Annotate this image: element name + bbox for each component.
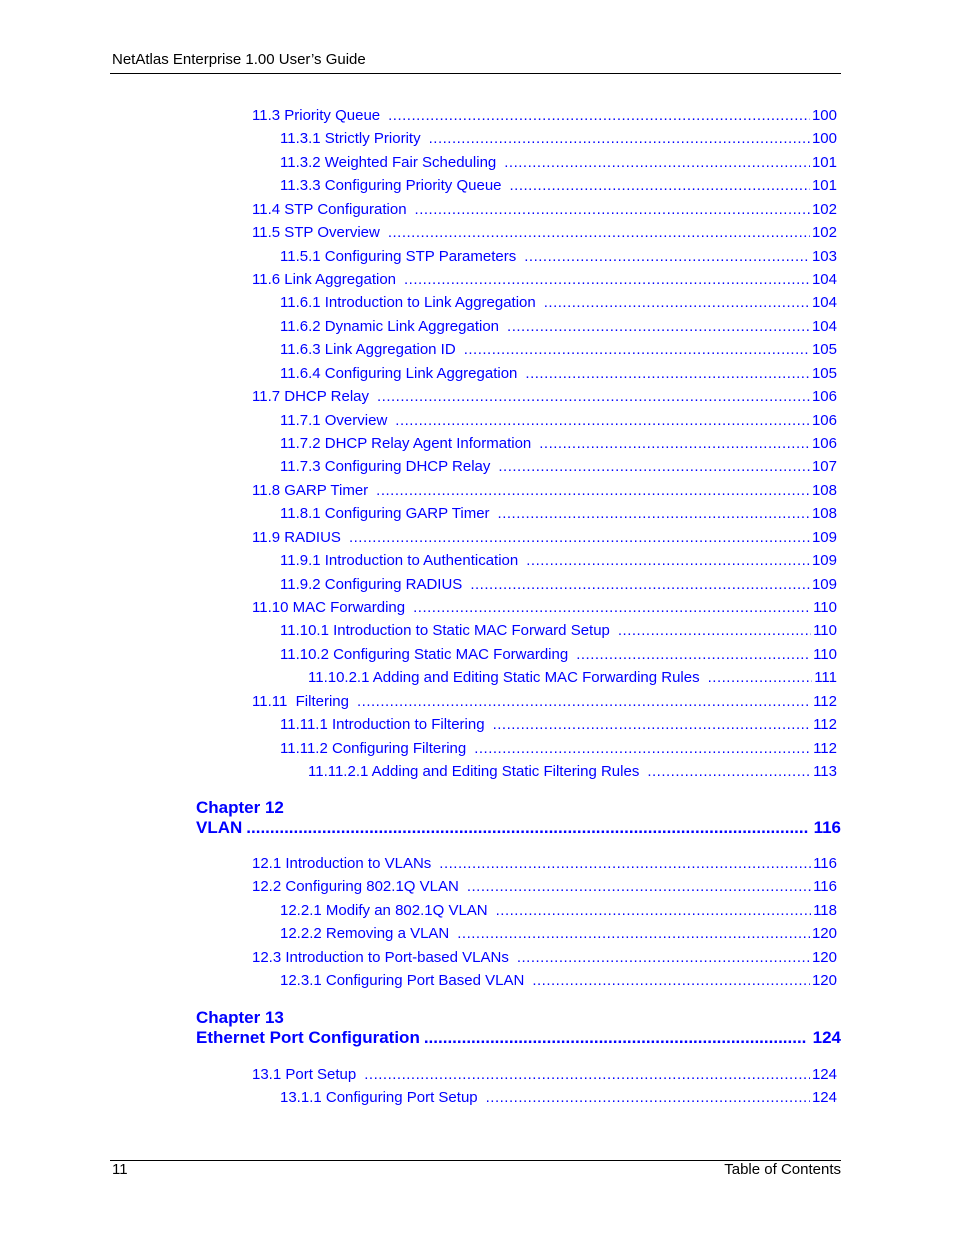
toc-entry[interactable]: [280, 1088, 837, 1108]
dot-leader: [544, 293, 810, 313]
toc-entry-page: 124: [811, 1089, 837, 1107]
toc-entry[interactable]: [308, 668, 837, 688]
toc-entry-page: 120: [811, 925, 837, 943]
toc-entry-page: 106: [811, 435, 837, 453]
toc-entry-page: 106: [811, 411, 837, 429]
toc-entry-page: 112: [813, 692, 837, 710]
toc-entry[interactable]: [280, 739, 837, 759]
dot-leader: [439, 854, 811, 874]
dot-leader: [526, 551, 810, 571]
toc-entry-title: 12.1 Introduction to VLANs: [252, 855, 432, 872]
dot-leader: [467, 877, 811, 897]
dot-leader: [647, 762, 811, 782]
toc-entry-title: 11.11.1 Introduction to Filtering: [280, 716, 485, 734]
toc-entry[interactable]: [280, 153, 837, 173]
toc-entry-title: 11.10 MAC Forwarding: [252, 599, 406, 617]
dot-leader: [507, 317, 810, 337]
toc-entry[interactable]: [252, 854, 837, 874]
toc-entry[interactable]: [280, 411, 837, 431]
toc-entry[interactable]: [308, 762, 837, 782]
dot-leader: [532, 971, 810, 991]
toc-entry-page: 100: [811, 130, 837, 148]
dot-leader: [510, 176, 810, 196]
dot-leader: [376, 481, 810, 501]
dot-leader: [457, 924, 810, 944]
toc-entry-title: 12.3.1 Configuring Port Based VLAN: [280, 972, 525, 989]
toc-entry[interactable]: [280, 715, 837, 735]
toc-entry-page: 118: [813, 901, 837, 919]
document-header-title: NetAtlas Enterprise 1.00 User’s Guide: [112, 51, 366, 68]
toc-entry-title: 11.10.2 Configuring Static MAC Forwarding: [280, 645, 569, 663]
toc-entry-page: 100: [811, 107, 837, 124]
toc-entry[interactable]: [252, 481, 837, 501]
header-rule: [110, 73, 841, 74]
toc-entry[interactable]: [280, 504, 837, 524]
dot-leader: [524, 247, 810, 267]
toc-entry-page: 109: [811, 575, 837, 593]
toc-entry-page: 110: [813, 622, 837, 640]
toc-entry-title: 11.6.1 Introduction to Link Aggregation: [280, 294, 536, 312]
dot-leader: [464, 340, 810, 360]
toc-entry-page: 113: [813, 763, 837, 781]
dot-leader: [498, 457, 810, 477]
toc-entry-title: 11.3 Priority Queue: [252, 107, 381, 124]
toc-entry-page: 109: [811, 552, 837, 570]
dot-leader: [525, 364, 810, 384]
dot-leader: [708, 668, 813, 688]
dot-leader: [357, 692, 811, 712]
toc-entry-title: 11.9.1 Introduction to Authentication: [280, 552, 519, 570]
toc-entry-page: 101: [811, 177, 837, 195]
toc-entry-title: 11.3.3 Configuring Priority Queue: [280, 177, 502, 195]
dot-leader: [424, 1027, 807, 1049]
toc-entry-page: 104: [811, 271, 837, 288]
toc-entry[interactable]: [280, 317, 837, 337]
toc-entry-page: 108: [811, 505, 837, 523]
toc-entry[interactable]: [280, 247, 837, 267]
dot-leader: [429, 129, 810, 149]
chapter-12-page: 116: [813, 818, 841, 837]
toc-entry-page: 108: [811, 481, 837, 499]
toc-entry-title: 11.7.1 Overview: [280, 411, 388, 429]
dot-leader: [404, 270, 810, 290]
toc-entry-page: 104: [811, 317, 837, 335]
toc-entry-title: 11.10.2.1 Adding and Editing Static MAC Forwarding Rules: [308, 669, 700, 687]
chapter-12-label[interactable]: Chapter 12: [196, 798, 284, 817]
chapter-13-page: 124: [812, 1028, 841, 1047]
dot-leader: [618, 621, 811, 641]
toc-entry-page: 109: [811, 528, 837, 546]
dot-leader: [539, 434, 810, 454]
toc-entry-page: 116: [813, 878, 837, 896]
toc-entry-title: 11.7.2 DHCP Relay Agent Information: [280, 435, 532, 453]
dot-leader: [493, 715, 812, 735]
toc-entry[interactable]: [280, 129, 837, 149]
toc-entry[interactable]: [280, 364, 837, 384]
toc-entry-title: 11.9.2 Configuring RADIUS: [280, 575, 463, 593]
toc-entry-title: 12.3 Introduction to Port-based VLANs: [252, 948, 509, 966]
toc-entry-page: 112: [813, 716, 837, 734]
toc-entry-title: 11.5 STP Overview: [252, 224, 380, 242]
toc-entry-page: 102: [811, 200, 837, 218]
chapter-12-entry[interactable]: [196, 817, 841, 839]
dot-leader: [388, 223, 810, 243]
toc-entry-page: 110: [813, 599, 837, 617]
toc-entry-title: 11.3.2 Weighted Fair Scheduling: [280, 153, 497, 171]
toc-entry-title: 12.2 Configuring 802.1Q VLAN: [252, 878, 459, 896]
toc-entry[interactable]: [280, 971, 837, 991]
toc-entry-page: 106: [811, 388, 837, 406]
chapter-12-title: VLAN: [196, 818, 243, 837]
toc-entry[interactable]: [252, 387, 837, 407]
toc-entry[interactable]: [252, 598, 837, 618]
toc-entry-page: 110: [813, 645, 837, 663]
dot-leader: [364, 1065, 810, 1085]
toc-entry-title: 11.3.1 Strictly Priority: [280, 130, 421, 148]
toc-entry-title: 11.6.2 Dynamic Link Aggregation: [280, 317, 500, 335]
toc-entry[interactable]: [280, 293, 837, 313]
toc-entry[interactable]: [252, 692, 837, 712]
toc-entry-page: 102: [811, 224, 837, 242]
toc-entry-title: 11.9 RADIUS: [252, 528, 341, 546]
toc-entry[interactable]: [280, 434, 837, 454]
toc-entry-page: 111: [814, 669, 837, 687]
toc-entry-title: 11.4 STP Configuration: [252, 200, 407, 218]
toc-entry-page: 105: [811, 364, 837, 382]
toc-entry-page: 105: [811, 341, 837, 359]
toc-entry-title: 11.11 Filtering: [252, 692, 349, 710]
toc-entry[interactable]: [280, 901, 837, 921]
toc-entry[interactable]: [252, 1065, 837, 1085]
toc-entry[interactable]: [280, 340, 837, 360]
dot-leader: [486, 1088, 810, 1108]
dot-leader: [415, 200, 810, 220]
dot-leader: [349, 528, 810, 548]
toc-entry-title: 11.7.3 Configuring DHCP Relay: [280, 458, 491, 476]
toc-entry-page: 112: [813, 739, 837, 757]
toc-entry[interactable]: [252, 223, 837, 243]
toc-entry[interactable]: [280, 176, 837, 196]
toc-entry-title: 11.7 DHCP Relay: [252, 388, 369, 406]
toc-entry-page: 104: [811, 294, 837, 312]
dot-leader: [504, 153, 810, 173]
toc-entry-page: 103: [811, 247, 837, 265]
toc-entry-title: 11.6 Link Aggregation: [252, 271, 397, 288]
toc-entry[interactable]: [252, 528, 837, 548]
toc-entry-title: 11.6.3 Link Aggregation ID: [280, 341, 456, 359]
chapter-13-label[interactable]: Chapter 13: [196, 1008, 284, 1027]
toc-entry-title: 11.8 GARP Timer: [252, 481, 369, 499]
dot-leader: [395, 411, 810, 431]
dot-leader: [576, 645, 811, 665]
toc-entry-title: 12.2.1 Modify an 802.1Q VLAN: [280, 901, 488, 919]
dot-leader: [498, 504, 810, 524]
toc-entry[interactable]: [280, 575, 837, 595]
toc-entry-title: 13.1.1 Configuring Port Setup: [280, 1089, 478, 1107]
toc-entry-page: 124: [811, 1066, 837, 1083]
toc-entry[interactable]: [280, 551, 837, 571]
chapter-13-title: Ethernet Port Configuration: [196, 1028, 420, 1047]
toc-entry[interactable]: [280, 621, 837, 641]
toc-entry-title: 11.5.1 Configuring STP Parameters: [280, 247, 517, 265]
toc-entry[interactable]: [252, 106, 837, 126]
dot-leader: [496, 901, 811, 921]
toc-entry-title: 11.6.4 Configuring Link Aggregation: [280, 364, 518, 382]
dot-leader: [388, 106, 810, 126]
toc-entry[interactable]: [252, 270, 837, 290]
toc-entry-title: 11.11.2 Configuring Filtering: [280, 739, 467, 757]
toc-entry-page: 120: [811, 972, 837, 989]
toc-entry-title: 13.1 Port Setup: [252, 1066, 357, 1083]
dot-leader: [474, 739, 811, 759]
dot-leader: [377, 387, 810, 407]
footer-page-number: 11: [112, 1161, 128, 1178]
toc-entry[interactable]: [280, 924, 837, 944]
dot-leader: [470, 575, 810, 595]
toc-entry-page: 116: [813, 855, 837, 872]
footer-section-title: Table of Contents: [724, 1161, 841, 1178]
toc-entry[interactable]: [252, 200, 837, 220]
toc-entry[interactable]: [280, 645, 837, 665]
toc-entry-title: 11.8.1 Configuring GARP Timer: [280, 505, 490, 523]
chapter-13-entry[interactable]: [196, 1027, 841, 1049]
dot-leader: [413, 598, 811, 618]
toc-entry-page: 107: [811, 458, 837, 476]
toc-entry-title: 11.10.1 Introduction to Static MAC Forward Setup: [280, 622, 610, 640]
toc-entry[interactable]: [280, 457, 837, 477]
toc-entry[interactable]: [252, 948, 837, 968]
toc-entry-title: 12.2.2 Removing a VLAN: [280, 925, 450, 943]
toc-entry[interactable]: [252, 877, 837, 897]
toc-entry-title: 11.11.2.1 Adding and Editing Static Filtering Rules: [308, 763, 640, 781]
toc-entry-page: 101: [811, 153, 837, 171]
toc-entry-page: 120: [811, 948, 837, 966]
dot-leader: [517, 948, 810, 968]
dot-leader: [246, 817, 807, 839]
